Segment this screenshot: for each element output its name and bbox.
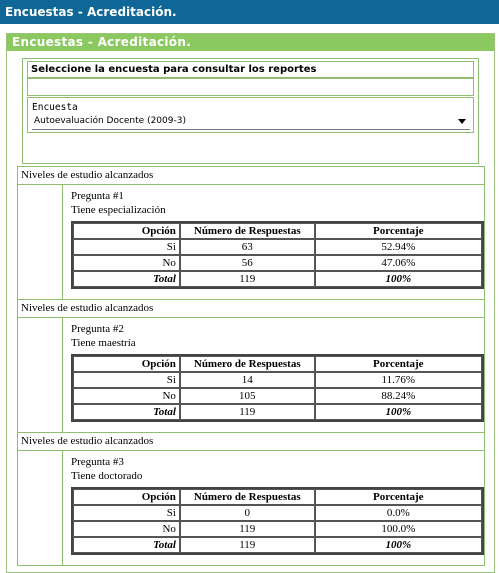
question-text: Tiene maestría [71,337,136,349]
window-title: Encuestas - Acreditación. [0,0,499,24]
cell-total-responses: 119 [180,404,315,420]
cell-responses: 119 [180,521,315,537]
cell-option: Si [73,505,180,521]
cell-total-responses: 119 [180,271,315,287]
result-block-1 [17,166,485,300]
table-row [73,255,482,271]
survey-select-value: Autoevaluación Docente (2009-3) [34,116,186,126]
cell-responses: 56 [180,255,315,271]
question-number: Pregunta #1 [71,190,124,202]
results-table [71,221,484,289]
result-body [62,451,484,566]
cell-percent: 88.24% [315,388,482,404]
col-header-responses: Número de Respuestas [180,489,315,505]
question-number: Pregunta #2 [71,323,124,335]
cell-percent: 0.0% [315,505,482,521]
col-header-responses: Número de Respuestas [180,356,315,372]
cell-option: No [73,521,180,537]
cell-total-percent: 100% [315,404,482,420]
cell-option: No [73,388,180,404]
table-header-row [73,223,482,239]
col-header-percent: Porcentaje [315,489,482,505]
results-table [71,487,484,555]
cell-responses: 63 [180,239,315,255]
col-header-option: Opción [73,489,180,505]
survey-field-box [27,97,474,133]
col-header-responses: Número de Respuestas [180,223,315,239]
table-row [73,505,482,521]
cell-percent: 47.06% [315,255,482,271]
survey-field-label: Encuesta [32,102,78,113]
table-row [73,388,482,404]
selector-prompt: Seleccione la encuesta para consultar los reportes [27,61,474,78]
cell-responses: 14 [180,372,315,388]
table-row [73,521,482,537]
question-text: Tiene doctorado [71,470,143,482]
cell-total-label: Total [73,537,180,553]
cell-option: No [73,255,180,271]
result-body [62,185,484,300]
col-header-option: Opción [73,356,180,372]
cell-total-percent: 100% [315,271,482,287]
result-block-2 [17,299,485,433]
dropdown-arrow-icon[interactable] [458,119,466,124]
cell-total-label: Total [73,271,180,287]
result-block-3 [17,432,485,566]
table-row [73,239,482,255]
cell-total-label: Total [73,404,180,420]
question-number: Pregunta #3 [71,456,124,468]
table-row [73,372,482,388]
panel-header: Encuestas - Acreditación. [7,34,494,51]
cell-total-percent: 100% [315,537,482,553]
results-table [71,354,484,422]
result-section-title: Niveles de estudio alcanzados [18,433,484,451]
table-total-row [73,404,482,420]
table-header-row [73,489,482,505]
cell-percent: 52.94% [315,239,482,255]
selector-spacer [27,78,474,96]
cell-responses: 0 [180,505,315,521]
result-section-title: Niveles de estudio alcanzados [18,167,484,185]
cell-responses: 105 [180,388,315,404]
cell-option: Si [73,372,180,388]
table-header-row [73,356,482,372]
cell-total-responses: 119 [180,537,315,553]
question-text: Tiene especialización [71,204,166,216]
result-section-title: Niveles de estudio alcanzados [18,300,484,318]
table-total-row [73,537,482,553]
col-header-percent: Porcentaje [315,356,482,372]
cell-percent: 100.0% [315,521,482,537]
col-header-percent: Porcentaje [315,223,482,239]
col-header-option: Opción [73,223,180,239]
cell-percent: 11.76% [315,372,482,388]
main-panel [6,33,495,573]
survey-selector-panel [22,58,479,164]
result-body [62,318,484,433]
survey-select[interactable] [32,113,470,130]
table-total-row [73,271,482,287]
cell-option: Si [73,239,180,255]
